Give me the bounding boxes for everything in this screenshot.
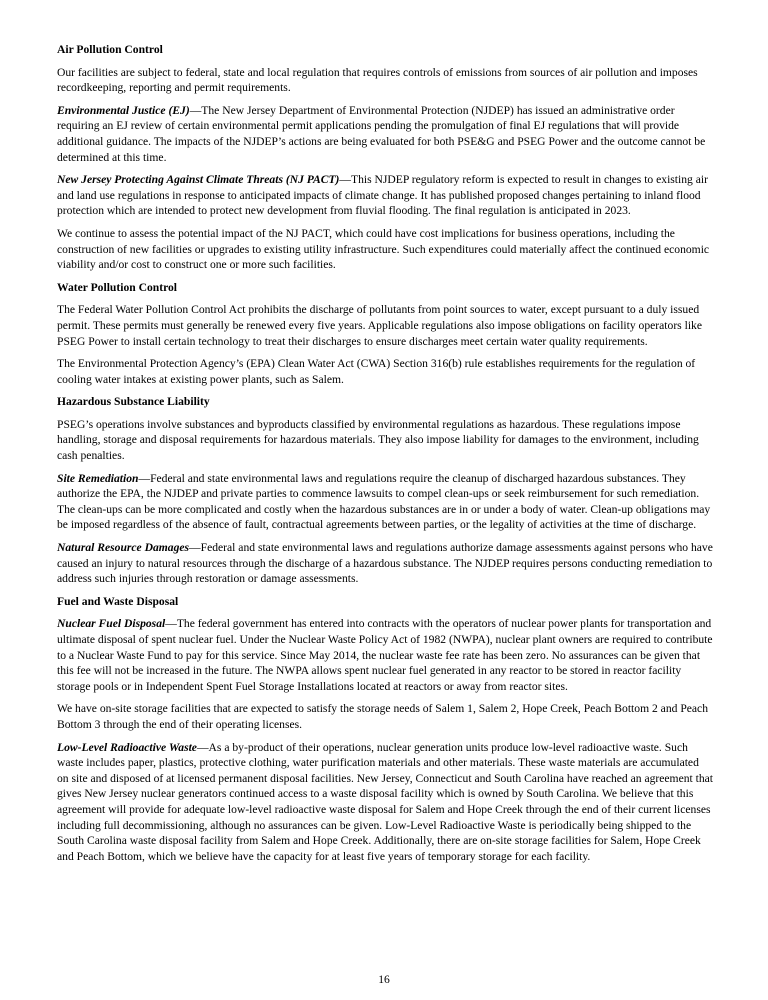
paragraph — [57, 302, 713, 349]
paragraph — [57, 740, 713, 865]
paragraph — [57, 65, 713, 96]
paragraph-text: We have on-site storage facilities that are expected to satisfy the storage needs of Salem 1, Salem 2, Hope Creek, Peach Bottom 2 and Peach Bottom 3 through the end of their operating licenses. — [57, 702, 709, 731]
paragraph-lead: Environmental Justice (EJ) — [57, 103, 190, 117]
paragraph-text: —As a by-product of their operations, nuclear generation units produce low-level radioactive waste. Such waste includes paper, plastics, protective clothing, water purification materials and other materials. These waste materials are accumulated on site and disposed of at licensed permanent disposal facilities. New Jersey, Connecticut and South Carolina have reached an agreement that gives New Jersey nuclear generators continued access to a waste disposal facility which is owned by South Carolina. We believe that this agreement will provide for adequate low-level radioactive waste disposal for Salem and Hope Creek through the end of their current licenses including full decommissioning, although no assurances can be given. Low-Level Radioactive Waste is periodically being shipped to the South Carolina waste disposal facility from Salem and Hope Creek. Additionally, there are on-site storage facilities for Salem, Hope Creek and Peach Bottom, which we believe have the capacity for at least five years of temporary storage for each facility. — [57, 740, 714, 863]
paragraph-lead: Site Remediation — [57, 471, 139, 485]
paragraph-text: We continue to assess the potential impact of the NJ PACT, which could have cost implications for business operations, including the construction of new facilities or upgrades to existing utility infrastructure. Such expenditures could materially affect the continued economic viability and/or cost to construct one or more such facilities. — [57, 226, 710, 272]
section-heading: Fuel and Waste Disposal — [57, 594, 179, 608]
paragraph — [57, 701, 713, 732]
paragraph-text: —This NJDEP regulatory reform is expected to result in changes to existing air and land use regulations in response to anticipated impacts of climate change. It has published proposed changes pertaining to inland flood protection which are intended to protect new development from fluvial flooding. The final regulation is anticipated in 2023. — [57, 173, 708, 218]
paragraph — [57, 172, 713, 219]
page-content — [57, 42, 713, 871]
section-heading: Hazardous Substance Liability — [57, 395, 210, 409]
paragraph-text: —Federal and state environmental laws and regulations require the cleanup of discharged hazardous substances. They authorize the EPA, the NJDEP and private parties to commence lawsuits to compel clean-ups or seek reimbursement for such remediation. The clean-ups can be more complicated and costly when the hazardous substances are in or under a body of water. Clean-up obligations may be imposed regardless of the absence of fault, contractual agreements between parties, or the legality of activities at the time of discharge. — [57, 471, 711, 532]
paragraph — [57, 103, 713, 165]
paragraph-lead: Nuclear Fuel Disposal — [57, 617, 166, 631]
paragraph-text: The Federal Water Pollution Control Act prohibits the discharge of pollutants from point sources to water, except pursuant to a duly issued permit. These permits must generally be renewed every five years. Applicable regulations also impose obligations on facility operators like PSEG Power to install certain technology to treat their discharges to ensure discharges meet certain water quality requirements. — [57, 303, 702, 348]
paragraph-text: —The New Jersey Department of Environmental Protection (NJDEP) has issued an administrative order requiring an EJ review of certain environmental permit applications pending the promulgation of final EJ regulations that will provide additional guidance. The impacts of the NJDEP’s actions are being evaluated for both PSE&G and PSEG Power and the outcome cannot be determined at this time. — [57, 103, 706, 164]
paragraph — [57, 540, 713, 587]
paragraph — [57, 616, 713, 694]
paragraph — [57, 471, 713, 533]
section-heading: Water Pollution Control — [57, 280, 178, 294]
paragraph-text: Our facilities are subject to federal, state and local regulation that requires controls of emissions from sources of air pollution and imposes recordkeeping, reporting and permit requirements. — [57, 65, 698, 95]
page-number: 16 — [378, 973, 390, 986]
paragraph — [57, 356, 713, 387]
section-heading: Air Pollution Control — [57, 43, 163, 56]
paragraph-lead: Natural Resource Damages — [57, 541, 190, 555]
paragraph — [57, 226, 713, 273]
paragraph-text: The Environmental Protection Agency’s (EPA) Clean Water Act (CWA) Section 316(b) rule establishes requirements for the regulation of cooling water intakes at existing power plants, such as Salem. — [57, 357, 696, 386]
paragraph-lead: New Jersey Protecting Against Climate Threats (NJ PACT) — [57, 173, 340, 187]
paragraph-text: PSEG’s operations involve substances and byproducts classified by environmental regulations as hazardous. These regulations impose handling, storage and disposal requirements for hazardous materials. They also impose liability for damages to the environment, including cash penalties. — [57, 417, 699, 463]
paragraph-text: —Federal and state environmental laws and regulations authorize damage assessments against persons who have caused an injury to natural resources through the discharge of a hazardous substance. The NJDEP requires persons conducting remediation to address such injuries through restoration or damage assessments. — [57, 541, 713, 586]
paragraph-text: —The federal government has entered into contracts with the operators of nuclear power plants for transportation and ultimate disposal of spent nuclear fuel. Under the Nuclear Waste Policy Act of 1982 (NWPA), nuclear plant owners are required to contribute to a Nuclear Waste Fund to pay for this service. Since May 2014, the nuclear waste fee rate has been zero. No assurances can be given that this fee will not be increased in the future. The NWPA allows spent nuclear fuel generated in any reactor to be stored in reactor facility storage pools or in Independent Spent Fuel Storage Installations located at reactors or away from reactor sites. — [57, 617, 713, 693]
paragraph — [57, 417, 713, 464]
paragraph-lead: Low-Level Radioactive Waste — [57, 740, 197, 754]
